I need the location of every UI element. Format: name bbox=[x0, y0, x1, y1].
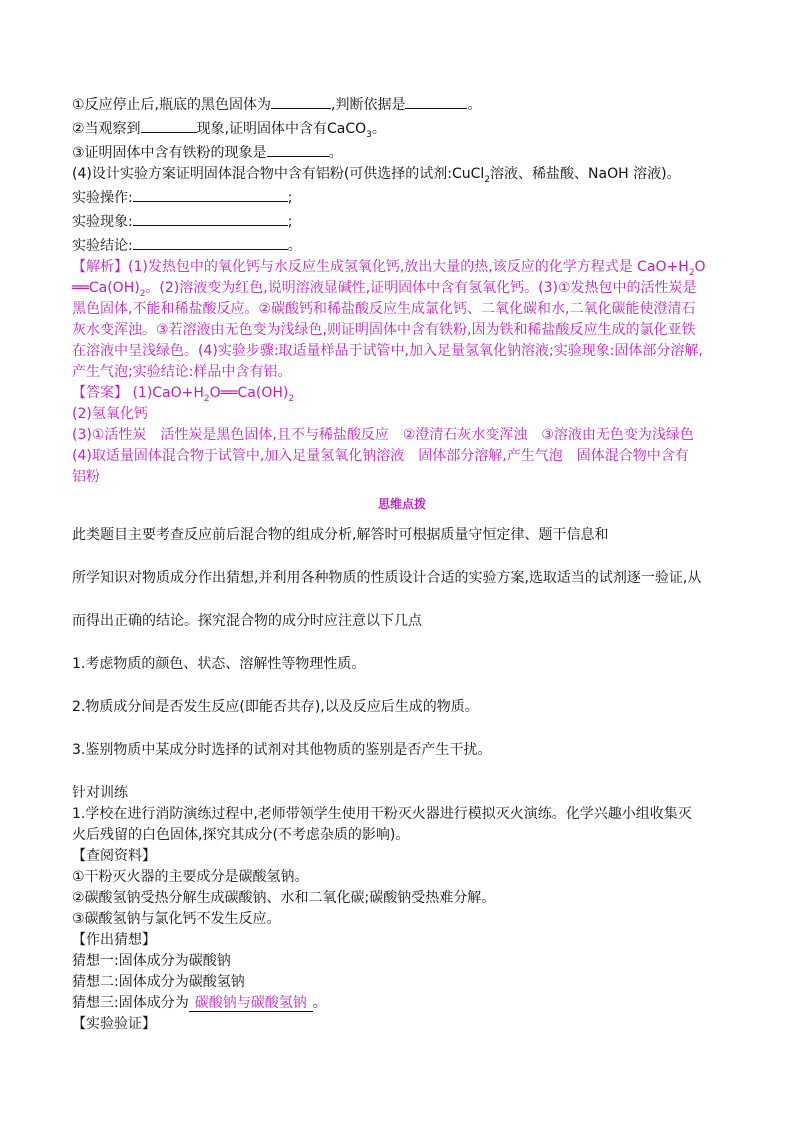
answer-blank[interactable] bbox=[405, 92, 467, 109]
text: 溶液、稀盐酸、NaOH 溶液)。 bbox=[490, 166, 681, 182]
text: 。 bbox=[371, 121, 386, 137]
subscript: 2 bbox=[288, 393, 295, 404]
answer-blank[interactable] bbox=[267, 140, 329, 157]
experiment-phenomenon bbox=[72, 209, 732, 233]
text: ══Ca(OH) bbox=[72, 280, 140, 296]
section-label: 【查阅资料】 bbox=[72, 848, 156, 864]
text: (1)CaO+H bbox=[128, 385, 204, 401]
section-label: 【作出猜想】 bbox=[72, 932, 156, 948]
analysis-text: 灰水变浑浊。③若溶液由无色变为浅绿色,则证明固体中含有铁粉,因为铁和稀盐酸反应生成的氯化亚铁 bbox=[72, 322, 696, 338]
answer-text: 铝粉 bbox=[72, 469, 100, 485]
subscript: 2 bbox=[484, 174, 491, 185]
paragraph: 3.鉴别物质中某成分时选择的试剂对其他物质的鉴别是否产生干扰。 bbox=[72, 742, 492, 758]
text: (4)设计实验方案证明固体混合物中含有铝粉(可供选择的试剂:CuCl bbox=[72, 166, 485, 182]
answer-text: (3)①活性炭 活性炭是黑色固体,且不与稀盐酸反应 ②澄清石灰水变浑浊 ③溶液由无色变为浅绿色 bbox=[72, 427, 694, 443]
answer-blank[interactable] bbox=[141, 116, 197, 133]
filled-answer: 碳酸钠与碳酸氢钠 bbox=[189, 995, 313, 1012]
answer-blank[interactable] bbox=[133, 185, 288, 202]
section-title: 思维点拨 bbox=[377, 497, 426, 511]
analysis-text: 在溶液中呈浅绿色。(4)实验步骤:取适量样品于试管中,加入足量氢氧化钠溶液;实验现象:固体部分溶解, bbox=[72, 343, 703, 359]
text: ,判断依据是 bbox=[331, 97, 406, 113]
training-block bbox=[72, 783, 732, 1035]
experiment-conclusion bbox=[72, 233, 732, 257]
paragraph: 2.物质成分间是否发生反应(即能否共存),以及反应后生成的物质。 bbox=[72, 699, 479, 715]
question-line-2 bbox=[72, 116, 732, 140]
answer-block bbox=[72, 383, 732, 488]
question-line-4 bbox=[72, 164, 732, 185]
section-label: 【实验验证】 bbox=[72, 1016, 156, 1032]
answer-blank[interactable] bbox=[271, 92, 331, 109]
reference-item: ②碳酸氢钠受热分解生成碳酸钠、水和二氧化碳;碳酸钠受热难分解。 bbox=[72, 890, 496, 906]
question-text: 火后残留的白色固体,探究其成分(不考虑杂质的影响)。 bbox=[72, 827, 410, 843]
subscript: 2 bbox=[688, 267, 695, 278]
answer-blank[interactable] bbox=[133, 209, 288, 226]
label: 实验操作: bbox=[72, 190, 133, 206]
experiment-operation bbox=[72, 185, 732, 209]
text: 。 bbox=[328, 145, 343, 161]
paragraph: 所学知识对物质成分作出猜想,并利用各种物质的性质设计合适的实验方案,选取适当的试剂逐一验证,从 bbox=[72, 570, 702, 586]
analysis-label: 【解析】 bbox=[72, 259, 128, 275]
answer-blank[interactable] bbox=[133, 233, 288, 250]
text: ①反应停止后,瓶底的黑色固体为 bbox=[72, 97, 272, 113]
paragraph: 此类题目主要考查反应前后混合物的组成分析,解答时可根据质量守恒定律、题干信息和 bbox=[72, 527, 609, 543]
text: ; bbox=[287, 190, 293, 206]
question-line-3 bbox=[72, 140, 732, 164]
guess-item: 猜想二:固体成分为碳酸氢钠 bbox=[72, 974, 245, 990]
subscript: 3 bbox=[366, 129, 372, 140]
answer-label: 【答案】 bbox=[72, 385, 128, 401]
text: O bbox=[694, 259, 706, 275]
subscript: 2 bbox=[203, 393, 210, 404]
text: O══Ca(OH) bbox=[209, 385, 289, 401]
label: 实验结论: bbox=[72, 238, 133, 254]
guess-item bbox=[72, 993, 732, 1014]
text: (1)发热包中的氧化钙与水反应生成氢氧化钙,放出大量的热,该反应的化学方程式是 CaO+H bbox=[128, 259, 689, 275]
text: 猜想三:固体成分为 bbox=[72, 995, 189, 1011]
analysis-text: 黑色固体,不能和稀盐酸反应。②碳酸钙和稀盐酸反应生成氯化钙、二氧化碳和水,二氧化碳能使澄清石 bbox=[72, 301, 696, 317]
text: ②当观察到 bbox=[72, 121, 141, 137]
paragraph: 而得出正确的结论。探究混合物的成分时应注意以下几点 bbox=[72, 613, 422, 629]
document-page bbox=[72, 92, 732, 1035]
question-line-1 bbox=[72, 92, 732, 116]
analysis-block bbox=[72, 257, 732, 383]
subscript: 2 bbox=[139, 288, 146, 299]
reference-item: ③碳酸氢钠与氯化钙不发生反应。 bbox=[72, 911, 281, 927]
text: ; bbox=[287, 214, 293, 230]
text: 。 bbox=[312, 995, 327, 1011]
question-text: 1.学校在进行消防演练过程中,老师带领学生使用干粉灭火器进行模拟灭火演练。化学兴趣小组收集灭 bbox=[72, 806, 692, 822]
analysis-text: 产生气泡;实验结论:样品中含有铝。 bbox=[72, 364, 292, 380]
training-heading: 针对训练 bbox=[72, 785, 128, 801]
answer-text: (2)氢氧化钙 bbox=[72, 406, 148, 422]
text: 。(2)溶液变为红色,说明溶液显碱性,证明固体中含有氢氧化钙。(3)①发热包中的活性炭是 bbox=[145, 280, 697, 296]
text: ③证明固体中含有铁粉的现象是 bbox=[72, 145, 267, 161]
reference-item: ①干粉灭火器的主要成分是碳酸氢钠。 bbox=[72, 869, 309, 885]
paragraph: 1.考虑物质的颜色、状态、溶解性等物理性质。 bbox=[72, 656, 366, 672]
text: 现象,证明固体中含有CaCO bbox=[196, 121, 367, 137]
guess-item: 猜想一:固体成分为碳酸钠 bbox=[72, 953, 231, 969]
text: 。 bbox=[467, 97, 482, 113]
answer-text: (4)取适量固体混合物于试管中,加入足量氢氧化钠溶液 固体部分溶解,产生气泡 固体混合物中含有 bbox=[72, 448, 689, 464]
label: 实验现象: bbox=[72, 214, 133, 230]
thinking-block bbox=[72, 525, 732, 761]
text: 。 bbox=[287, 238, 302, 254]
